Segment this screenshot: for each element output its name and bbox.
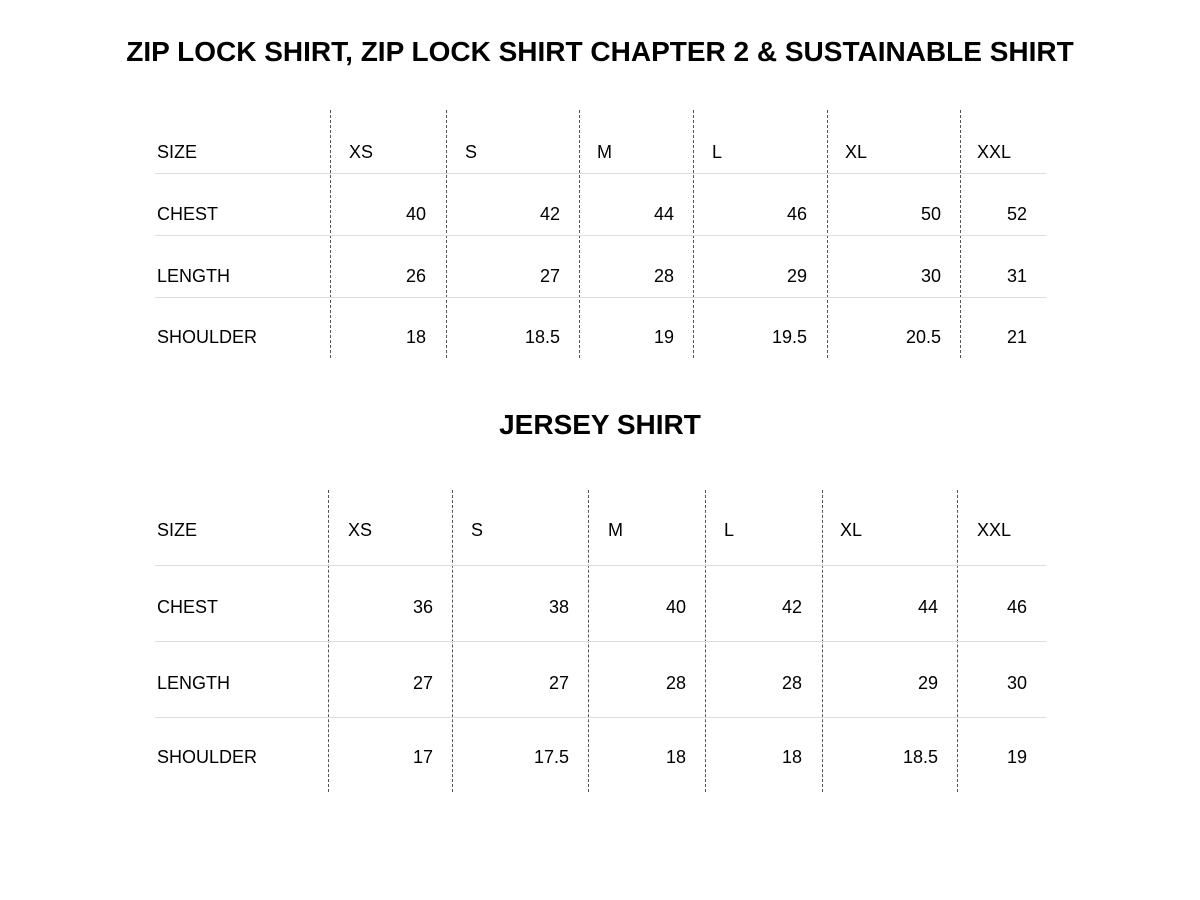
measurement-value: 17.5 (533, 747, 569, 767)
row-divider (155, 173, 1046, 174)
measurement-value: 18.5 (524, 327, 560, 347)
measurement-value: 17 (412, 747, 433, 767)
header-size-l: L (712, 142, 723, 162)
header-size-xl: XL (845, 142, 868, 162)
row-divider (155, 235, 1046, 236)
header-size-m: M (597, 142, 612, 162)
header-size-label: SIZE (157, 520, 198, 540)
row-label-chest: CHEST (157, 597, 219, 617)
measurement-value: 38 (548, 597, 569, 617)
measurement-value: 29 (917, 673, 938, 693)
measurement-value: 27 (539, 266, 560, 286)
column-divider (960, 110, 961, 358)
column-divider (693, 110, 694, 358)
header-size-m: M (608, 520, 623, 540)
measurement-value: 28 (653, 266, 674, 286)
measurement-value: 20.5 (905, 327, 941, 347)
size-chart-title-zip-lock: ZIP LOCK SHIRT, ZIP LOCK SHIRT CHAPTER 2 & SUSTAINABLE SHIRT (126, 36, 1074, 67)
column-divider (579, 110, 580, 358)
measurement-value: 27 (548, 673, 569, 693)
header-size-xs: XS (349, 142, 374, 162)
header-size-s: S (465, 142, 478, 162)
measurement-value: 42 (539, 204, 560, 224)
measurement-value: 28 (781, 673, 802, 693)
measurement-value: 18 (781, 747, 802, 767)
measurement-value: 30 (1006, 673, 1027, 693)
measurement-value: 29 (786, 266, 807, 286)
measurement-value: 28 (665, 673, 686, 693)
measurement-value: 27 (412, 673, 433, 693)
measurement-value: 40 (665, 597, 686, 617)
row-label-shoulder: SHOULDER (157, 747, 258, 767)
measurement-value: 44 (653, 204, 674, 224)
row-divider (155, 565, 1046, 566)
measurement-value: 40 (405, 204, 426, 224)
row-divider (155, 717, 1046, 718)
measurement-value: 46 (1006, 597, 1027, 617)
row-label-shoulder: SHOULDER (157, 327, 258, 347)
measurement-value: 18.5 (902, 747, 938, 767)
measurement-value: 31 (1006, 266, 1027, 286)
header-size-xxl: XXL (977, 142, 1012, 162)
header-size-s: S (471, 520, 484, 540)
column-divider (446, 110, 447, 358)
measurement-value: 21 (1006, 327, 1027, 347)
measurement-value: 19 (653, 327, 674, 347)
size-chart-title-jersey: JERSEY SHIRT (499, 409, 701, 440)
measurement-value: 46 (786, 204, 807, 224)
measurement-value: 18 (665, 747, 686, 767)
row-divider (155, 641, 1046, 642)
row-label-chest: CHEST (157, 204, 219, 224)
measurement-value: 30 (920, 266, 941, 286)
row-label-length: LENGTH (157, 673, 231, 693)
header-size-label: SIZE (157, 142, 198, 162)
measurement-value: 18 (405, 327, 426, 347)
measurement-value: 50 (920, 204, 941, 224)
header-size-l: L (724, 520, 735, 540)
header-size-xxl: XXL (977, 520, 1012, 540)
header-size-xl: XL (840, 520, 863, 540)
measurement-value: 36 (412, 597, 433, 617)
column-divider (330, 110, 331, 358)
measurement-value: 52 (1006, 204, 1027, 224)
column-divider (827, 110, 828, 358)
measurement-value: 19.5 (771, 327, 807, 347)
measurement-value: 44 (917, 597, 938, 617)
measurement-value: 26 (405, 266, 426, 286)
row-divider (155, 297, 1046, 298)
measurement-value: 19 (1006, 747, 1027, 767)
measurement-value: 42 (781, 597, 802, 617)
row-label-length: LENGTH (157, 266, 231, 286)
header-size-xs: XS (348, 520, 373, 540)
